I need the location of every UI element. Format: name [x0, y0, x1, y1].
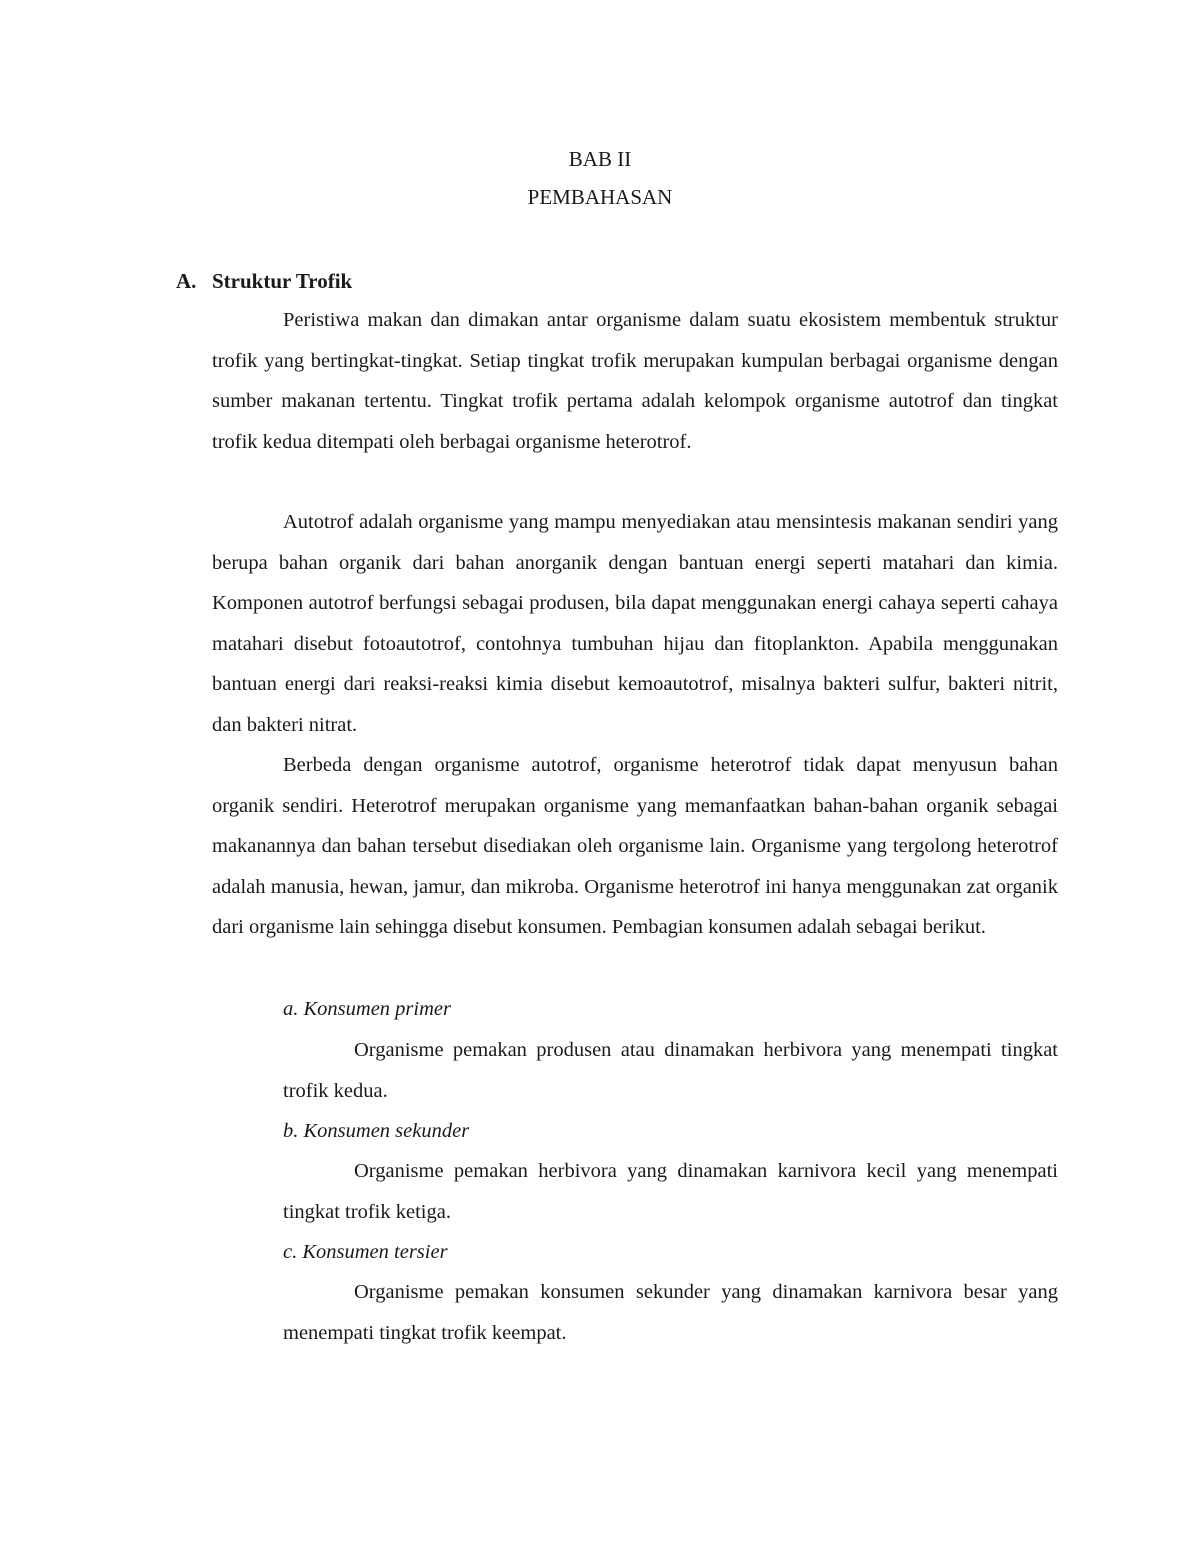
paragraph-trophic-structure: Peristiwa makan dan dimakan antar organisme dalam suatu ekosistem membentuk struktur trofik yang bertingkat-tingkat. Setiap tingkat trofik merupakan kumpulan berbagai organisme dengan sumber makanan tertentu. Tingkat trofik pertama adalah kelompok organisme autotrof dan tingkat trofik kedua ditempati oleh berbagai organisme heterotrof.	[212, 309, 1058, 453]
section-letter: A.	[176, 269, 197, 293]
paragraph-heterotroph: Berbeda dengan organisme autotrof, organisme heterotrof tidak dapat menyusun bahan organik sendiri. Heterotrof merupakan organisme yang memanfaatkan bahan-bahan organik sebagai makanannya dan bahan tersebut disediakan oleh organisme lain. Organisme yang tergolong heterotrof adalah manusia, hewan, jamur, dan mikroba. Organisme heterotrof ini hanya menggunakan zat organik dari organisme lain sehingga disebut konsumen. Pembagian konsumen adalah sebagai berikut.	[212, 754, 1058, 938]
chapter-title: PEMBAHASAN	[527, 185, 673, 209]
paragraph-autotroph: Autotrof adalah organisme yang mampu menyediakan atau mensintesis makanan sendiri yang berupa bahan organik dari bahan anorganik dengan bantuan energi seperti matahari dan kimia. Komponen autotrof berfungsi sebagai produsen, bila dapat menggunakan energi cahaya seperti cahaya matahari disebut fotoautotrof, contohnya tumbuhan hijau dan fitoplankton. Apabila menggunakan bantuan energi dari reaksi-reaksi kimia disebut kemoautotrof, misalnya bakteri sulfur, bakteri nitrit, dan bakteri nitrat.	[212, 511, 1058, 736]
section-heading	[176, 268, 352, 294]
consumer-secondary-heading: b. Konsumen sekunder	[283, 1120, 470, 1142]
consumer-primary-heading: a. Konsumen primer	[283, 998, 451, 1020]
consumer-primary-text: Organisme pemakan produsen atau dinamakan herbivora yang menempati tingkat trofik kedua.	[283, 1039, 1058, 1102]
chapter-number: BAB II	[568, 147, 632, 171]
consumer-tertiary-heading: c. Konsumen tersier	[283, 1241, 448, 1263]
section-title: Struktur Trofik	[212, 269, 353, 293]
consumer-tertiary-text: Organisme pemakan konsumen sekunder yang dinamakan karnivora besar yang menempati tingkat trofik keempat.	[283, 1281, 1058, 1344]
consumer-secondary-text: Organisme pemakan herbivora yang dinamakan karnivora kecil yang menempati tingkat trofik ketiga.	[283, 1160, 1058, 1223]
